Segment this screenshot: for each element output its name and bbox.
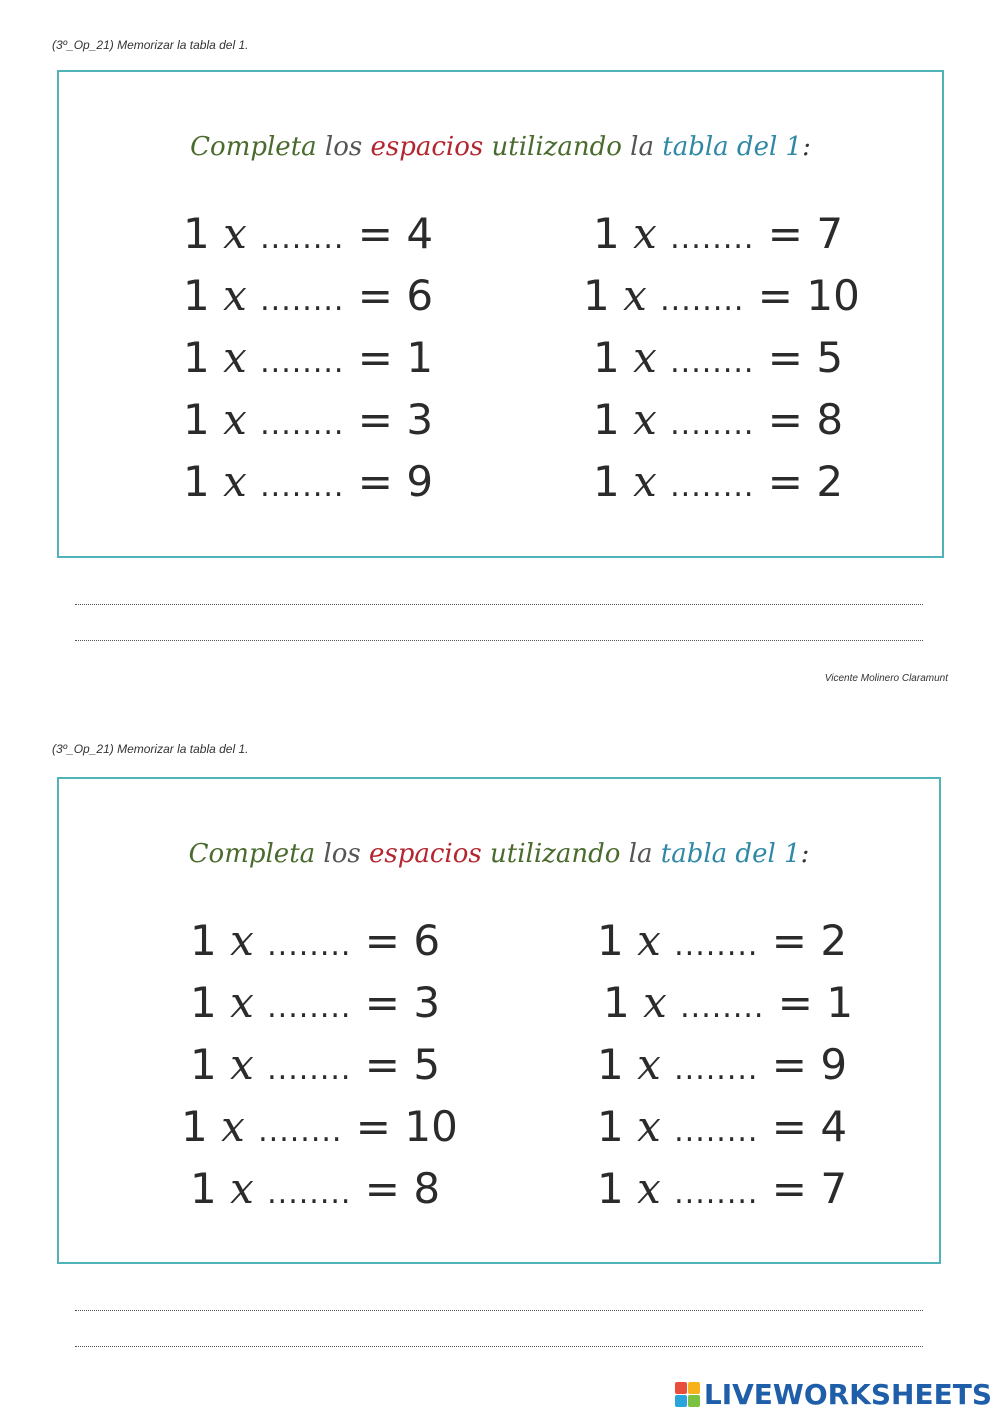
- equals-sign: =: [357, 209, 393, 258]
- factor-one: 1: [597, 916, 624, 965]
- blank-field[interactable]: ........: [260, 283, 345, 318]
- answer-line[interactable]: [75, 640, 923, 641]
- multiply-sign: x: [633, 457, 657, 506]
- factor-one: 1: [183, 209, 210, 258]
- title-word: tabla del 1: [662, 132, 803, 162]
- result-value: 1: [406, 333, 434, 382]
- multiply-sign: x: [643, 978, 667, 1027]
- factor-one: 1: [190, 1164, 217, 1213]
- title-word: utilizando: [491, 132, 622, 162]
- equals-sign: =: [767, 457, 803, 506]
- blank-field[interactable]: ........: [660, 283, 745, 318]
- title-word: espacios: [370, 132, 484, 162]
- logo-text: LIVEWORKSHEETS: [703, 1377, 992, 1411]
- multiply-sign: x: [230, 1164, 254, 1213]
- equation-row: [190, 1040, 441, 1089]
- multiply-sign: x: [223, 271, 247, 320]
- equals-sign: =: [364, 1164, 400, 1213]
- equals-sign: =: [767, 395, 803, 444]
- blank-field[interactable]: ........: [258, 1114, 343, 1149]
- multiply-sign: x: [623, 271, 647, 320]
- equation-row: [183, 209, 434, 258]
- blank-field[interactable]: ........: [267, 928, 352, 963]
- blank-field[interactable]: ........: [260, 469, 345, 504]
- result-value: 3: [406, 395, 434, 444]
- title-word: utilizando: [490, 839, 621, 869]
- result-value: 5: [413, 1040, 441, 1089]
- factor-one: 1: [593, 457, 620, 506]
- blank-field[interactable]: ........: [674, 1114, 759, 1149]
- equals-sign: =: [364, 978, 400, 1027]
- equals-sign: =: [771, 1102, 807, 1151]
- factor-one: 1: [593, 209, 620, 258]
- equals-sign: =: [771, 916, 807, 965]
- equals-sign: =: [364, 916, 400, 965]
- result-value: 8: [816, 395, 844, 444]
- equation-row: [597, 916, 848, 965]
- title-colon: :: [800, 839, 810, 869]
- equation-row: [183, 333, 434, 382]
- factor-one: 1: [183, 271, 210, 320]
- result-value: 6: [406, 271, 434, 320]
- blank-field[interactable]: ........: [670, 345, 755, 380]
- section-header: (3º_Op_21) Memorizar la tabla del 1.: [52, 742, 249, 756]
- blank-field[interactable]: ........: [267, 990, 352, 1025]
- multiply-sign: x: [637, 1102, 661, 1151]
- exercise-title: [59, 132, 942, 162]
- title-word: tabla del 1: [660, 839, 801, 869]
- multiply-sign: x: [223, 457, 247, 506]
- factor-one: 1: [183, 395, 210, 444]
- blank-field[interactable]: ........: [260, 221, 345, 256]
- equation-row: [593, 209, 844, 258]
- answer-line[interactable]: [75, 604, 923, 605]
- section-header: (3º_Op_21) Memorizar la tabla del 1.: [52, 38, 249, 52]
- factor-one: 1: [183, 333, 210, 382]
- equals-sign: =: [771, 1164, 807, 1213]
- multiply-sign: x: [637, 1164, 661, 1213]
- result-value: 1: [826, 978, 854, 1027]
- equals-sign: =: [771, 1040, 807, 1089]
- blank-field[interactable]: ........: [680, 990, 765, 1025]
- answer-line[interactable]: [75, 1310, 923, 1311]
- factor-one: 1: [583, 271, 610, 320]
- title-word: la: [630, 132, 654, 162]
- equals-sign: =: [767, 333, 803, 382]
- logo-mark-icon: [675, 1382, 700, 1407]
- answer-line[interactable]: [75, 1346, 923, 1347]
- title-colon: :: [802, 132, 811, 162]
- equals-sign: =: [364, 1040, 400, 1089]
- result-value: 2: [820, 916, 848, 965]
- blank-field[interactable]: ........: [260, 345, 345, 380]
- title-word: espacios: [368, 839, 482, 869]
- factor-one: 1: [190, 1040, 217, 1089]
- factor-one: 1: [593, 395, 620, 444]
- exercise-title: [59, 839, 939, 869]
- blank-field[interactable]: ........: [267, 1176, 352, 1211]
- result-value: 4: [820, 1102, 848, 1151]
- result-value: 9: [820, 1040, 848, 1089]
- equals-sign: =: [357, 333, 393, 382]
- result-value: 9: [406, 457, 434, 506]
- multiply-sign: x: [633, 333, 657, 382]
- factor-one: 1: [603, 978, 630, 1027]
- blank-field[interactable]: ........: [260, 407, 345, 442]
- equation-row: [603, 978, 854, 1027]
- multiply-sign: x: [230, 916, 254, 965]
- equation-row: [190, 916, 441, 965]
- equation-row: [593, 395, 844, 444]
- result-value: 7: [820, 1164, 848, 1213]
- multiply-sign: x: [223, 333, 247, 382]
- multiply-sign: x: [637, 916, 661, 965]
- equals-sign: =: [357, 271, 393, 320]
- factor-one: 1: [597, 1164, 624, 1213]
- multiply-sign: x: [223, 395, 247, 444]
- multiply-sign: x: [230, 1040, 254, 1089]
- equals-sign: =: [355, 1102, 391, 1151]
- result-value: 10: [806, 271, 860, 320]
- blank-field[interactable]: ........: [267, 1052, 352, 1087]
- equals-sign: =: [767, 209, 803, 258]
- result-value: 8: [413, 1164, 441, 1213]
- equation-row: [583, 271, 860, 320]
- result-value: 4: [406, 209, 434, 258]
- multiply-sign: x: [633, 395, 657, 444]
- equals-sign: =: [357, 457, 393, 506]
- equation-row: [593, 333, 844, 382]
- equation-row: [597, 1164, 848, 1213]
- blank-field[interactable]: ........: [674, 928, 759, 963]
- multiply-sign: x: [230, 978, 254, 1027]
- result-value: 7: [816, 209, 844, 258]
- title-word: Completa: [188, 839, 316, 869]
- result-value: 10: [404, 1102, 458, 1151]
- multiply-sign: x: [223, 209, 247, 258]
- factor-one: 1: [181, 1102, 208, 1151]
- result-value: 6: [413, 916, 441, 965]
- factor-one: 1: [190, 916, 217, 965]
- equation-row: [597, 1102, 848, 1151]
- equation-row: [181, 1102, 458, 1151]
- title-word: la: [628, 839, 653, 869]
- title-word: los: [323, 839, 361, 869]
- blank-field[interactable]: ........: [670, 407, 755, 442]
- equals-sign: =: [757, 271, 793, 320]
- factor-one: 1: [597, 1102, 624, 1151]
- result-value: 2: [816, 457, 844, 506]
- liveworksheets-logo: [675, 1379, 992, 1409]
- equation-row: [183, 271, 434, 320]
- result-value: 5: [816, 333, 844, 382]
- multiply-sign: x: [637, 1040, 661, 1089]
- equation-row: [593, 457, 844, 506]
- factor-one: 1: [593, 333, 620, 382]
- title-word: los: [324, 132, 363, 162]
- equation-row: [190, 978, 441, 1027]
- title-word: Completa: [190, 132, 317, 162]
- equation-row: [597, 1040, 848, 1089]
- equation-row: [183, 457, 434, 506]
- author-signature: Vicente Molinero Claramunt: [824, 673, 948, 684]
- factor-one: 1: [190, 978, 217, 1027]
- factor-one: 1: [597, 1040, 624, 1089]
- multiply-sign: x: [633, 209, 657, 258]
- blank-field[interactable]: ........: [674, 1052, 759, 1087]
- factor-one: 1: [183, 457, 210, 506]
- equation-row: [190, 1164, 441, 1213]
- blank-field[interactable]: ........: [670, 221, 755, 256]
- blank-field[interactable]: ........: [674, 1176, 759, 1211]
- blank-field[interactable]: ........: [670, 469, 755, 504]
- multiply-sign: x: [221, 1102, 245, 1151]
- equals-sign: =: [357, 395, 393, 444]
- equals-sign: =: [777, 978, 813, 1027]
- equation-row: [183, 395, 434, 444]
- result-value: 3: [413, 978, 441, 1027]
